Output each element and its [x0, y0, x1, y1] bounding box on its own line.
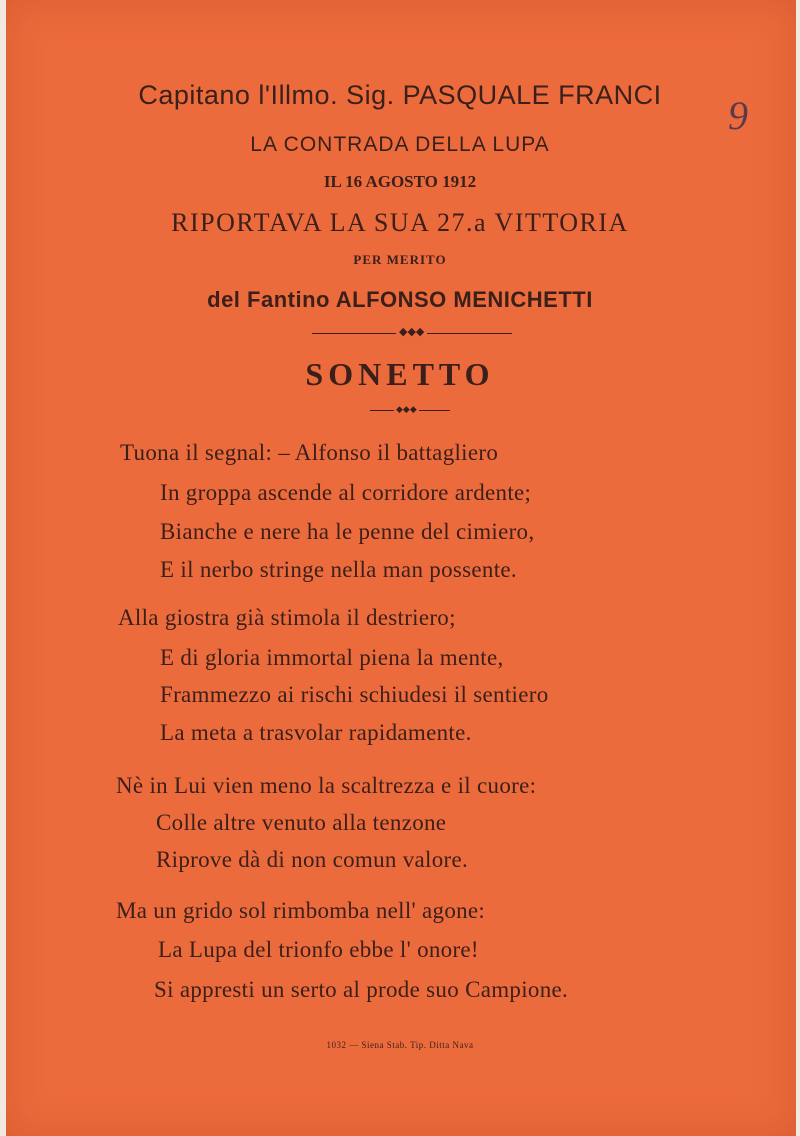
verse-line: Riprove dà di non comun valore. [156, 847, 469, 872]
merit-line: PER MERITO [353, 252, 447, 267]
verse-line: Alla giostra già stimola il destriero; [118, 605, 456, 630]
verse-line: E il nerbo stringe nella man possente. [160, 557, 517, 582]
handwritten-number: 9 [728, 93, 748, 138]
ornament-diamond-top: ◆◆◆ [396, 327, 427, 338]
verse-line: La Lupa del trionfo ebbe l' onore! [158, 937, 479, 962]
verse-line: Bianche e nere ha le penne del cimiero, [160, 519, 535, 544]
jockey-line: del Fantino ALFONSO MENICHETTI [207, 287, 593, 312]
sonnet-title: SONETTO [305, 356, 495, 392]
victory-line: RIPORTAVA LA SUA 27.a VITTORIA [171, 208, 629, 237]
captain-line: Capitano l'Illmo. Sig. PASQUALE FRANCI [138, 80, 662, 110]
verse-line: Si appresti un serto al prode suo Campione. [154, 977, 569, 1002]
verse-line: La meta a trasvolar rapidamente. [160, 720, 472, 745]
printer-imprint: 1032 — Siena Stab. Tip. Ditta Nava [326, 1040, 474, 1050]
verse-line: E di gloria immortal piena la mente, [160, 645, 504, 670]
contrada-line: LA CONTRADA DELLA LUPA [250, 133, 550, 156]
date-line: IL 16 AGOSTO 1912 [323, 172, 477, 191]
verse-line: Tuona il segnal: – Alfonso il battagliero [120, 440, 499, 465]
verse-line: Frammezzo ai rischi schiudesi il sentiero [160, 682, 549, 707]
verse-line: Ma un grido sol rimbomba nell' agone: [116, 898, 486, 923]
verse-line: Nè in Lui vien meno la scaltrezza e il cuore: [116, 773, 537, 798]
ornament-diamond-bottom: ◆◆◆ [396, 404, 417, 414]
verse-line: Colle altre venuto alla tenzone [156, 810, 447, 835]
verse-line: In groppa ascende al corridore ardente; [160, 480, 532, 505]
